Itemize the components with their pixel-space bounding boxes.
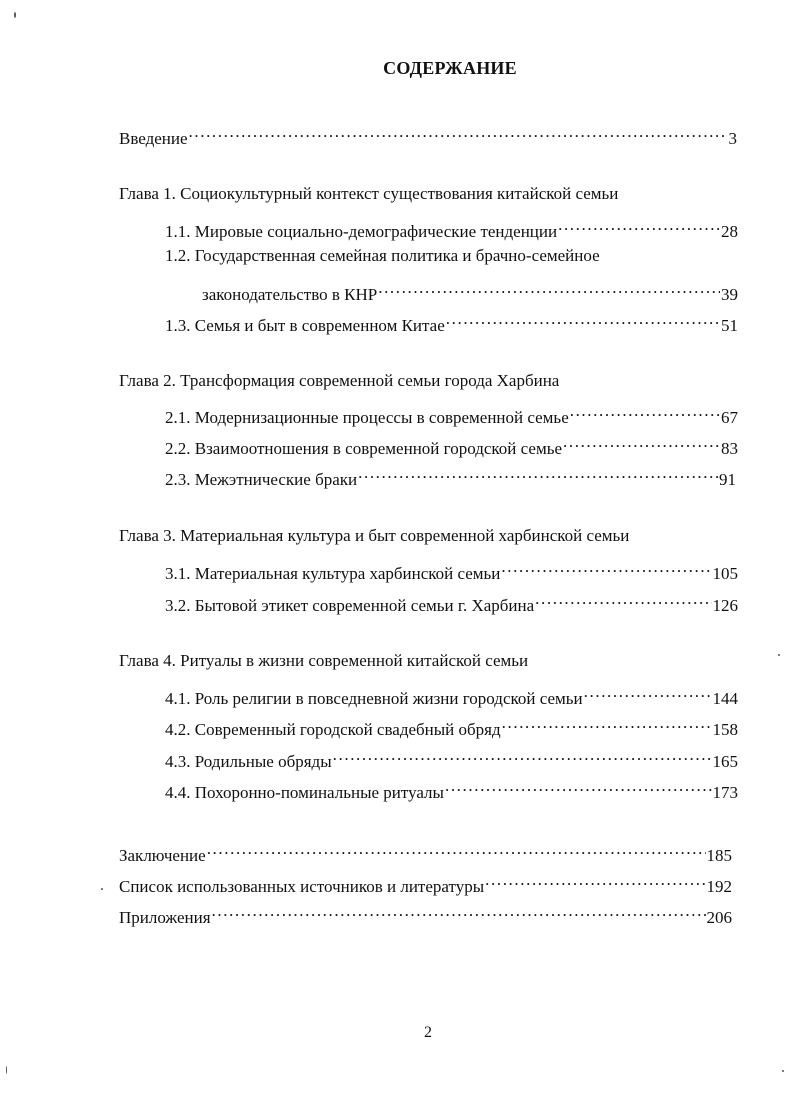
dot-leader bbox=[535, 587, 711, 611]
toc-entry-page: 192 bbox=[706, 877, 732, 896]
toc-entry-label: 2.2. Взаимоотношения в современной городской семье bbox=[165, 439, 563, 458]
dot-leader bbox=[212, 899, 706, 923]
toc-entry-section bbox=[165, 461, 736, 489]
scan-speck bbox=[14, 12, 16, 18]
scan-speck bbox=[6, 1066, 7, 1074]
toc-entry-label: 1.1. Мировые социально-демографические тенденции bbox=[165, 222, 558, 241]
toc-entry-section bbox=[165, 555, 738, 583]
dot-leader bbox=[189, 120, 728, 144]
toc-entry-label: 1.3. Семья и быт в современном Китае bbox=[165, 316, 445, 335]
page-number: 2 bbox=[424, 1024, 432, 1041]
toc-entry-section bbox=[165, 430, 738, 458]
dot-leader bbox=[584, 680, 712, 704]
dot-leader bbox=[207, 837, 706, 861]
scan-speck bbox=[101, 888, 103, 890]
toc-entry-page: 3 bbox=[728, 129, 737, 148]
toc-entry-label: Список использованных источников и литературы bbox=[119, 877, 485, 896]
dot-leader bbox=[445, 774, 712, 798]
toc-entry-label: 4.4. Похоронно-поминальные ритуалы bbox=[165, 783, 444, 802]
toc-entry-section bbox=[202, 276, 738, 304]
toc-entry-appendix bbox=[119, 899, 732, 927]
toc-entry-page: 51 bbox=[721, 316, 738, 335]
toc-entry-label: 2.3. Межэтнические браки bbox=[165, 470, 358, 489]
toc-entry-label: Введение bbox=[119, 129, 188, 148]
toc-entry-intro bbox=[119, 120, 737, 148]
toc-entry-label: законодательство в КНР bbox=[202, 285, 378, 304]
dot-leader bbox=[501, 555, 711, 579]
toc-entry-label: 3.1. Материальная культура харбинской семьи bbox=[165, 564, 501, 583]
toc-entry-page: 206 bbox=[706, 908, 732, 927]
toc-entry-label: 3.2. Бытовой этикет современной семьи г. Харбина bbox=[165, 596, 535, 615]
toc-entry-section bbox=[165, 711, 738, 739]
toc-entry-label: Приложения bbox=[119, 908, 211, 927]
toc-entry-page: 185 bbox=[706, 846, 732, 865]
toc-entry-section bbox=[165, 680, 738, 708]
scan-speck bbox=[782, 1070, 784, 1072]
toc-entry-section bbox=[165, 743, 738, 771]
dot-leader bbox=[558, 213, 720, 237]
page-title: СОДЕРЖАНИЕ bbox=[383, 58, 517, 78]
dot-leader bbox=[446, 307, 720, 331]
toc-entry-section bbox=[165, 307, 738, 335]
chapter-heading: Глава 2. Трансформация современной семьи города Харбина bbox=[119, 371, 560, 390]
chapter-heading: Глава 3. Материальная культура и быт современной харбинской семьи bbox=[119, 526, 630, 545]
toc-entry-page: 83 bbox=[721, 439, 738, 458]
toc-entry-section bbox=[165, 587, 738, 615]
dot-leader bbox=[378, 276, 720, 300]
toc-entry-label: 2.1. Модернизационные процессы в современной семье bbox=[165, 408, 569, 427]
toc-entry-page: 67 bbox=[721, 408, 738, 427]
toc-entry-page: 126 bbox=[712, 596, 738, 615]
toc-entry-page: 91 bbox=[719, 470, 736, 489]
toc-entry-label: 4.1. Роль религии в повседневной жизни городской семьи bbox=[165, 689, 583, 708]
dot-leader bbox=[358, 461, 718, 485]
dot-leader bbox=[502, 711, 712, 735]
toc-entry-page: 28 bbox=[721, 222, 738, 241]
toc-entry-label: Заключение bbox=[119, 846, 206, 865]
toc-entry-page: 165 bbox=[712, 752, 738, 771]
dot-leader bbox=[333, 743, 712, 767]
toc-entry-section bbox=[165, 213, 738, 241]
toc-entry-page: 144 bbox=[712, 689, 738, 708]
toc-entry-section bbox=[165, 774, 738, 802]
dot-leader bbox=[563, 430, 720, 454]
dot-leader bbox=[485, 868, 705, 892]
toc-entry-section bbox=[165, 399, 738, 427]
dot-leader bbox=[570, 399, 720, 423]
chapter-heading: Глава 1. Социокультурный контекст существования китайской семьи bbox=[119, 184, 619, 203]
toc-entry-label: 4.2. Современный городской свадебный обряд bbox=[165, 720, 501, 739]
toc-entry-conclusion bbox=[119, 837, 732, 865]
scan-speck bbox=[778, 654, 780, 656]
toc-entry-label-line1: 1.2. Государственная семейная политика и брачно-семейное bbox=[165, 246, 600, 265]
toc-entry-sources bbox=[119, 868, 732, 896]
toc-entry-page: 105 bbox=[712, 564, 738, 583]
chapter-heading: Глава 4. Ритуалы в жизни современной китайской семьи bbox=[119, 651, 529, 670]
toc-entry-page: 39 bbox=[721, 285, 738, 304]
toc-entry-page: 173 bbox=[712, 783, 738, 802]
toc-entry-label: 4.3. Родильные обряды bbox=[165, 752, 332, 771]
toc-entry-page: 158 bbox=[712, 720, 738, 739]
